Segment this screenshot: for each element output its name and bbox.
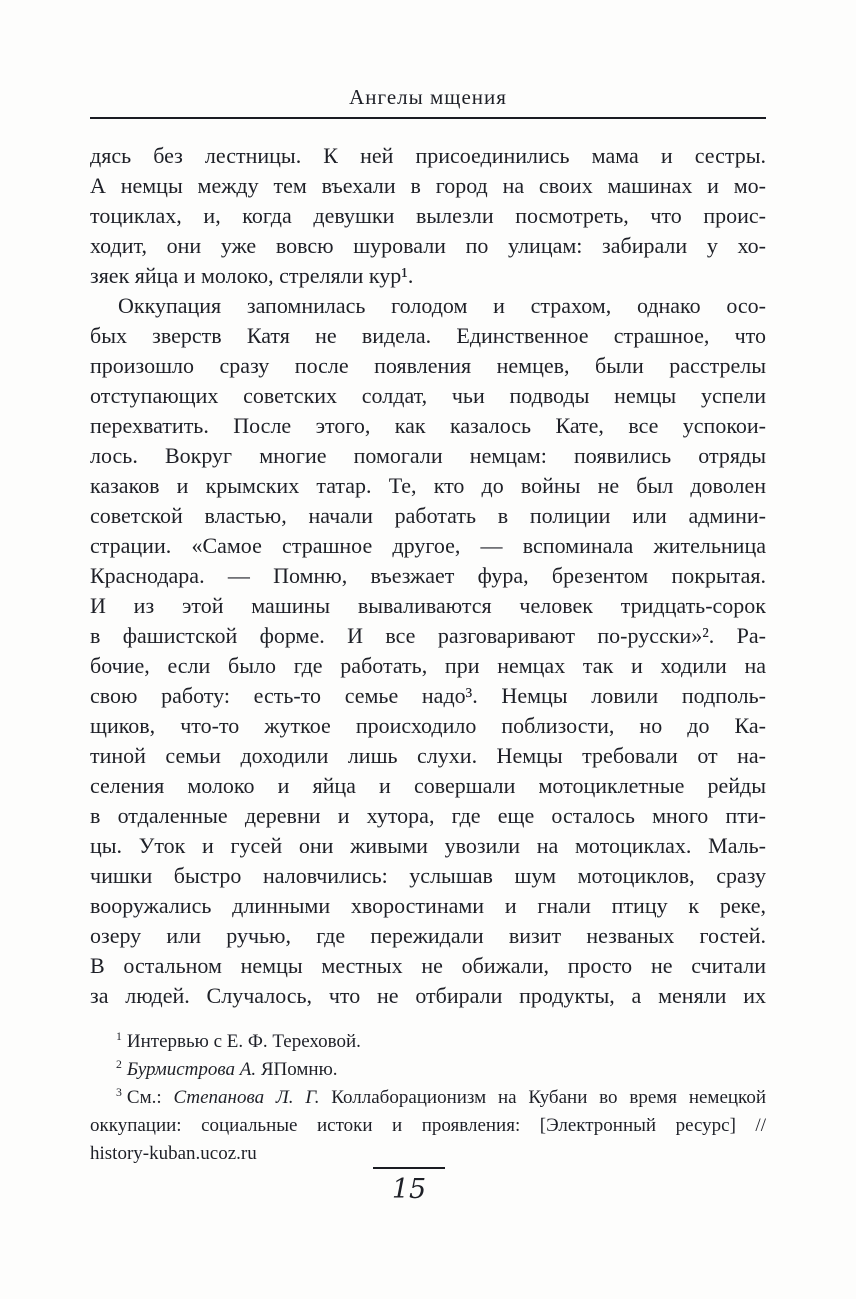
footnote-marker: 2 [116, 1057, 122, 1071]
text-line: в отдаленные деревни и хутора, где еще осталось много пти- [90, 803, 766, 828]
footer-rule [373, 1167, 445, 1169]
text-line: ходит, они уже вовсю шуровали по улицам: забирали у хо- [90, 233, 766, 258]
footnote-text: ЯПомню. [256, 1059, 338, 1080]
running-head-title: Ангелы мщения [349, 85, 507, 109]
text-line: за людей. Случалось, что не отбирали продукты, а меняли их [90, 983, 766, 1008]
text-line: советской властью, начали работать в полиции или админи- [90, 503, 766, 528]
text-line: вооружались длинными хворостинами и гнали птицу к реке, [90, 893, 766, 918]
text-line: бочие, если было где работать, при немцах так и ходили на [90, 653, 766, 678]
footnote-line [90, 1028, 766, 1056]
footnote-line [90, 1056, 766, 1084]
footnote-marker: 3 [116, 1085, 122, 1099]
footnote-line [90, 1084, 766, 1112]
footnote-text: См.: [126, 1087, 174, 1108]
footnote-line [90, 1112, 766, 1140]
footnote-text: history-kuban.ucoz.ru [90, 1143, 257, 1164]
body-text [90, 141, 766, 1011]
text-line: зяек яйца и молоко, стреляли кур¹. [90, 263, 414, 288]
header-rule [90, 117, 766, 119]
text-line: тиной семьи доходили лишь слухи. Немцы требовали от на- [90, 743, 766, 768]
text-line: произошло сразу после появления немцев, были расстрелы [90, 353, 766, 378]
text-line: Оккупация запомнилась голодом и страхом, однако осо- [118, 293, 766, 318]
text-line: селения молоко и яйца и совершали мотоциклетные рейды [90, 773, 766, 798]
text-line: лось. Вокруг многие помогали немцам: появились отряды [90, 443, 766, 468]
page-footer [0, 1167, 856, 1207]
text-line: страции. «Самое страшное другое, — вспоминала жительница [90, 533, 766, 558]
footnote-text: Коллаборационизм на Кубани во время немецкой [319, 1087, 766, 1108]
footnote-text: Интервью с Е. Ф. Тереховой. [126, 1031, 361, 1052]
footnotes [90, 1028, 766, 1168]
text-line: казаков и крымских татар. Те, кто до войны не был доволен [90, 473, 766, 498]
text-line: озеру или ручью, где пережидали визит незваных гостей. [90, 923, 766, 948]
text-line: щиков, что-то жуткое происходило поблизости, но до Ка- [90, 713, 766, 738]
text-line: в фашистской форме. И все разговаривают по-русски»². Ра- [90, 623, 766, 648]
text-line: цы. Уток и гусей они живыми увозили на мотоциклах. Маль- [90, 833, 766, 858]
text-line: чишки быстро наловчились: услышав шум мотоциклов, сразу [90, 863, 766, 888]
text-line: В остальном немцы местных не обижали, просто не считали [90, 953, 766, 978]
text-line: бых зверств Катя не видела. Единственное страшное, что [90, 323, 766, 348]
text-line: А немцы между тем въехали в город на своих машинах и мо- [90, 173, 766, 198]
text-line: И из этой машины вываливаются человек тридцать-сорок [90, 593, 766, 618]
footnote-line [90, 1140, 766, 1168]
footnote-author-italic: Бурмистрова А. [126, 1059, 257, 1080]
text-line: Краснодара. — Помню, въезжает фура, брезентом покрытая. [90, 563, 766, 588]
text-line: свою работу: есть-то семье надо³. Немцы ловили подполь- [90, 683, 766, 708]
text-line: тоциклах, и, когда девушки вылезли посмотреть, что проис- [90, 203, 766, 228]
footnote-text: оккупации: социальные истоки и проявления: [Электронный ресурс] // [90, 1115, 766, 1136]
footnote-author-italic: Степанова Л. Г. [173, 1087, 320, 1108]
page-number: 15 [391, 1174, 427, 1205]
footnote-marker: 1 [116, 1029, 122, 1043]
text-line: перехватить. После этого, как казалось Кате, все успокои- [90, 413, 766, 438]
text-line: отступающих советских солдат, чьи подводы немцы успели [90, 383, 766, 408]
text-line: дясь без лестницы. К ней присоединились мама и сестры. [90, 143, 766, 168]
